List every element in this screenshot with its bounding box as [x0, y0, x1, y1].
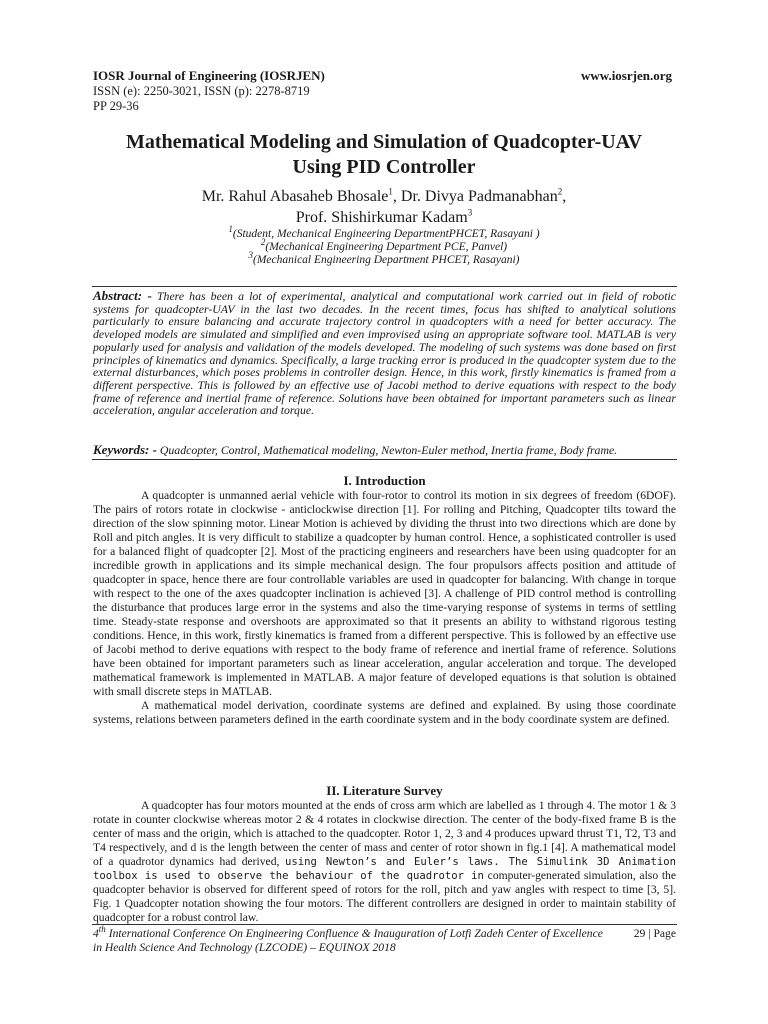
footer-conference: International Conference On Engineering Confluence & Inauguration of Lotfi Zadeh Center of Excellence in Health Science And Technology (LZCODE) – EQUINOX 2018 [93, 927, 603, 954]
affiliation-1 [60, 224, 708, 241]
introduction-paragraph-1: A quadcopter is unmanned aerial vehicle with four-rotor to control its motion in six degrees of freedom (6DOF). The pairs of rotors rotate in clockwise - anticlockwise direction [1]. For rolling and Pitching, Quadcopter tilts toward the direction of the slow spinning motor. Linear Motion is achieved by dividing the thrust into two directions which are done by Roll and pitch angles. It is very difficult to stabilize a quadcopter by human control. Hence, a sophisticated controller is used for a balanced flight of quadcopter [2]. Most of the practicing engineers and researchers have been using quadcopter for an incredible growth in applications and its simple mechanical design. The four propulsors affects position and attitude of quadcopter in space, hence there are four controllable variables are used in quadcopter for balancing. With change in torque with respect to the one of the axes quadcopter inclination is achieved [3]. A challenge of PID control method is controlling the disturbance that produces large error in the systems and also the time-varying response of systems in terms of settling time. Steady-state response and overshoots are approximated so that it presents an ability to withstand rigorous testing conditions. Hence, in this work, firstly kinematics is framed from a different perspective. This is followed by an effective use of Jacobi method to derive equations with respect to the body frame of reference and inertial frame of reference. Solutions have been obtained for important parameters such as linear acceleration, angular acceleration and torque. The developed mathematical framework is implemented in MATLAB. A major feature of developed equations is that solution is obtained with small discrete steps in MATLAB. [93, 489, 676, 698]
section-heading-literature-survey: II. Literature Survey [326, 783, 443, 798]
literature-text-b: computer-generated simulation, also the quadcopter behavior is observed for different speed of rotors for the roll, pitch and yaw angles with respect to time [3, 5]. Fig. 1 Quadcopter notation showing the four motors. The different controllers are designed in order to maintain stability of quadcopter for a robust control law. [93, 869, 676, 924]
footer-sup: th [98, 924, 106, 935]
affiliation-3-sup: 3 [248, 250, 254, 261]
affiliation-1-text: (Student, Mechanical Engineering DepartmentPHCET, Rasayani ) [232, 228, 540, 240]
literature-text-mono: using Newton’s and Euler’s laws. The Simulink 3D Animation toolbox is used to observe the behaviour of the quadrotor in [93, 856, 676, 882]
introduction-body [93, 489, 676, 727]
abstract-label: Abstract: - [93, 288, 152, 303]
author-2: , Dr. Divya Padmanabhan [392, 188, 558, 205]
author-3-sup: 3 [467, 207, 473, 218]
author-2-sup: 2 [557, 186, 563, 197]
journal-website[interactable]: www.iosrjen.org [581, 68, 672, 83]
footer-number: 4 [93, 927, 99, 940]
journal-pages: PP 29-36 [93, 99, 139, 113]
footer-rule [92, 924, 677, 925]
author-line-2 [60, 207, 708, 228]
author-3: Prof. Shishirkumar Kadam [295, 209, 468, 226]
literature-paragraph-1 [93, 799, 676, 925]
literature-text-a: A quadcopter has four motors mounted at the ends of cross arm which are labelled as 1 through 4. The motor 1 & 3 rotate in counter clockwise whereas motor 2 & 4 rotates in clockwise direction. The center of the body-fixed frame B is the center of mass and the origin, which is attached to the quadcopter. Rotor 1, 2, 3 and 4 produces upward thrust T1, T2, T3 and T4 respectively, and d is the length between the center of mass and center of rotor shown in fig.1 [4]. A mathematical model of a quadrotor dynamics had derived, [93, 799, 676, 868]
footer-text [93, 924, 613, 955]
affiliation-2-sup: 2 [260, 237, 266, 248]
literature-survey-body [93, 799, 676, 925]
keywords-label: Keywords: - [93, 442, 157, 457]
title-line-2: Using PID Controller [292, 156, 476, 178]
author-1: Mr. Rahul Abasaheb Bhosale [201, 188, 389, 205]
author-separator: , [562, 188, 567, 205]
journal-name: IOSR Journal of Engineering (IOSRJEN) [93, 68, 325, 83]
affiliation-3-text: (Mechanical Engineering Department PHCET, Rasayani) [253, 254, 520, 266]
abstract [93, 290, 676, 417]
affiliation-2 [60, 237, 708, 254]
title-line-1: Mathematical Modeling and Simulation of Quadcopter-UAV [125, 131, 643, 153]
affiliation-3 [60, 250, 708, 267]
author-list [60, 186, 708, 228]
journal-issn: ISSN (e): 2250-3021, ISSN (p): 2278-8719 [93, 84, 310, 98]
affiliation-1-sup: 1 [228, 224, 233, 235]
author-1-sup: 1 [388, 186, 393, 197]
page-footer [93, 924, 676, 955]
affiliation-2-text: (Mechanical Engineering Department PCE, Panvel) [265, 241, 508, 253]
abstract-top-rule [92, 286, 677, 287]
abstract-bottom-rule [92, 459, 677, 460]
introduction-paragraph-2: A mathematical model derivation, coordinate systems are defined and explained. By using those coordinate systems, relations between parameters defined in the earth coordinate system and in the body coordinate system are defined. [93, 699, 676, 726]
keywords-text: Quadcopter, Control, Mathematical modeling, Newton-Euler method, Inertia frame, Body frame. [159, 443, 618, 457]
journal-header [93, 68, 513, 114]
paper-title [60, 130, 708, 180]
section-heading-introduction: I. Introduction [343, 473, 426, 488]
page-number: 29 | Page [633, 927, 676, 940]
keywords [93, 443, 676, 457]
author-line-1 [60, 186, 708, 207]
abstract-text: There has been a lot of experimental, analytical and computational work carried out in field of robotic systems for quadcopter-UAV in the last two decades. In the recent times, focus has shifted to analytical solutions particularly to ensure balancing and accurate trajectory control in quadcopters with a need for better accuracy. The developed models are simulated and simplified and even improvised using an appropriate software tool. MATLAB is very popularly used for analysis and validation of the models developed. The modeling of such systems was done based on first principles of kinematics and dynamics. Specifically, a large tracking error is produced in the quadcopter system due to the external disturbances, which poses problems in controller design. Hence, in this work, firstly kinematics is framed from a different perspective. This is followed by an effective use of Jacobi method to derive equations with respect to the body frame of reference and inertial frame of reference. Solutions have been obtained for important parameters such as linear acceleration, angular acceleration and torque. [93, 289, 676, 418]
affiliations [60, 224, 708, 267]
